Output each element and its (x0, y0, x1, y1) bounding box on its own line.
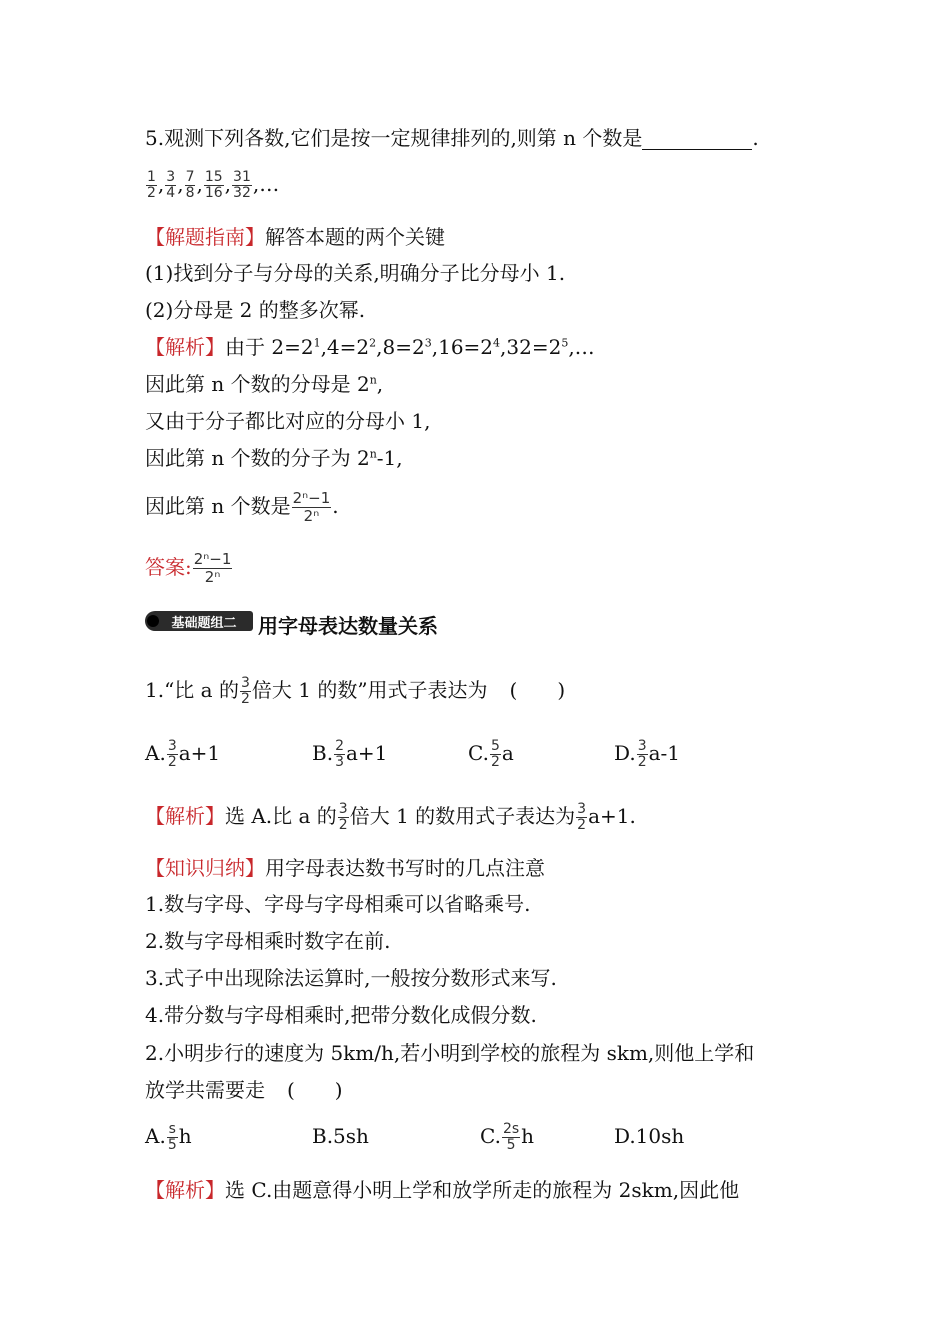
sequence-fraction: $\frac{3}{4}$ (166, 169, 176, 201)
analysis-line-5: 因此第 n 个数是 $\frac{\text{2ⁿ−1}}{\text{2ⁿ}}$ . (145, 489, 339, 525)
answer-blank[interactable] (642, 129, 752, 150)
answer-label: 答案: (145, 555, 192, 579)
q5-text: 5.观测下列各数,它们是按一定规律排列的,则第 n 个数是 (145, 126, 643, 150)
q1-option-b[interactable]: B. $\frac{2}{3}$ a+1 (312, 738, 388, 770)
q1-option-c[interactable]: C. $\frac{5}{2}$ a (468, 738, 514, 770)
analysis-line-2: 因此第 n 个数的分母是 2$^n$, (145, 372, 384, 396)
q2-line-2: 放学共需要走 ( ) (145, 1078, 343, 1102)
q5-line: 5.观测下列各数,它们是按一定规律排列的,则第 n 个数是 . (145, 126, 759, 150)
answer-line (145, 545, 233, 589)
guide-heading: 【解题指南】解答本题的两个关键 (145, 225, 445, 249)
sequence-fraction: $\frac{1}{2}$ (147, 169, 156, 201)
answer-fraction: $\frac{\text{2ⁿ−1}}{\text{2ⁿ}}$ (193, 550, 232, 586)
section-badge: 基础题组二 (145, 611, 253, 631)
q2-analysis: 【解析】选 C.由题意得小明上学和放学所走的旅程为 2skm,因此他 (145, 1178, 740, 1202)
q2-option-b[interactable]: B.5sh (312, 1124, 369, 1148)
analysis-tag: 【解析】 (145, 804, 225, 828)
q2-option-d[interactable]: D.10sh (614, 1124, 685, 1148)
knowledge-item: 2.数与字母相乘时数字在前. (145, 929, 391, 953)
badge-dot-icon (147, 615, 159, 627)
q2-option-a[interactable]: A. $\frac{s}{5}$ h (145, 1121, 192, 1153)
q1-option-a[interactable]: A. $\frac{3}{2}$ a+1 (145, 738, 221, 770)
knowledge-tag: 【知识归纳】 (145, 856, 265, 880)
section-title: 用字母表达数量关系 (258, 614, 438, 638)
q1-fraction: $\frac{3}{2}$ (240, 675, 250, 707)
sequence-fraction: $\frac{31}{32}$ (233, 169, 251, 201)
knowledge-heading: 【知识归纳】用字母表达数书写时的几点注意 (145, 856, 545, 880)
knowledge-item: 4.带分数与字母相乘时,把带分数化成假分数. (145, 1003, 537, 1027)
q1-option-d[interactable]: D. $\frac{3}{2}$ a-1 (614, 738, 681, 770)
knowledge-item: 3.式子中出现除法运算时,一般按分数形式来写. (145, 966, 557, 990)
q1-line: 1.“比 a 的 $\frac{3}{2}$ 倍大 1 的数”用式子表达为 ( ) (145, 675, 566, 707)
analysis-tag: 【解析】 (145, 335, 225, 359)
q1-analysis: 【解析】选 A.比 a 的 $\frac{3}{2}$ 倍大 1 的数用式子表达为 $\frac{3}{2}$ a+1. (145, 801, 636, 833)
knowledge-item: 1.数与字母、字母与字母相乘可以省略乘号. (145, 892, 531, 916)
guide-point-1: (1)找到分子与分母的关系,明确分子比分母小 1. (145, 261, 566, 285)
guide-tag: 【解题指南】 (145, 225, 265, 249)
q2-line-1: 2.小明步行的速度为 5km/h,若小明到学校的旅程为 skm,则他上学和 (145, 1041, 755, 1065)
sequence-fraction: $\frac{15}{16}$ (204, 169, 223, 201)
sequence-fraction: $\frac{7}{8}$ (185, 169, 195, 201)
q5-sequence: $\frac{1}{2}$ , $\frac{3}{4}$ , $\frac{7}{8}$ , $\frac{15}{16}$ , $\frac{31}{32}$ ,… (147, 169, 280, 201)
analysis-line-3: 又由于分子都比对应的分母小 1, (145, 409, 431, 433)
guide-point-2: (2)分母是 2 的整多次幂. (145, 298, 366, 322)
analysis-tag: 【解析】 (145, 1178, 225, 1202)
result-fraction: $\frac{\text{2ⁿ−1}}{\text{2ⁿ}}$ (292, 489, 331, 525)
q2-option-c[interactable]: C. $\frac{2s}{5}$ h (480, 1121, 535, 1153)
analysis-line-1: 【解析】由于 $2=2^1,4=2^2,8=2^3,16=2^4,32=2^5,\dots$ (145, 335, 595, 359)
analysis-line-4: 因此第 n 个数的分子为 2$^n$-1, (145, 446, 403, 470)
